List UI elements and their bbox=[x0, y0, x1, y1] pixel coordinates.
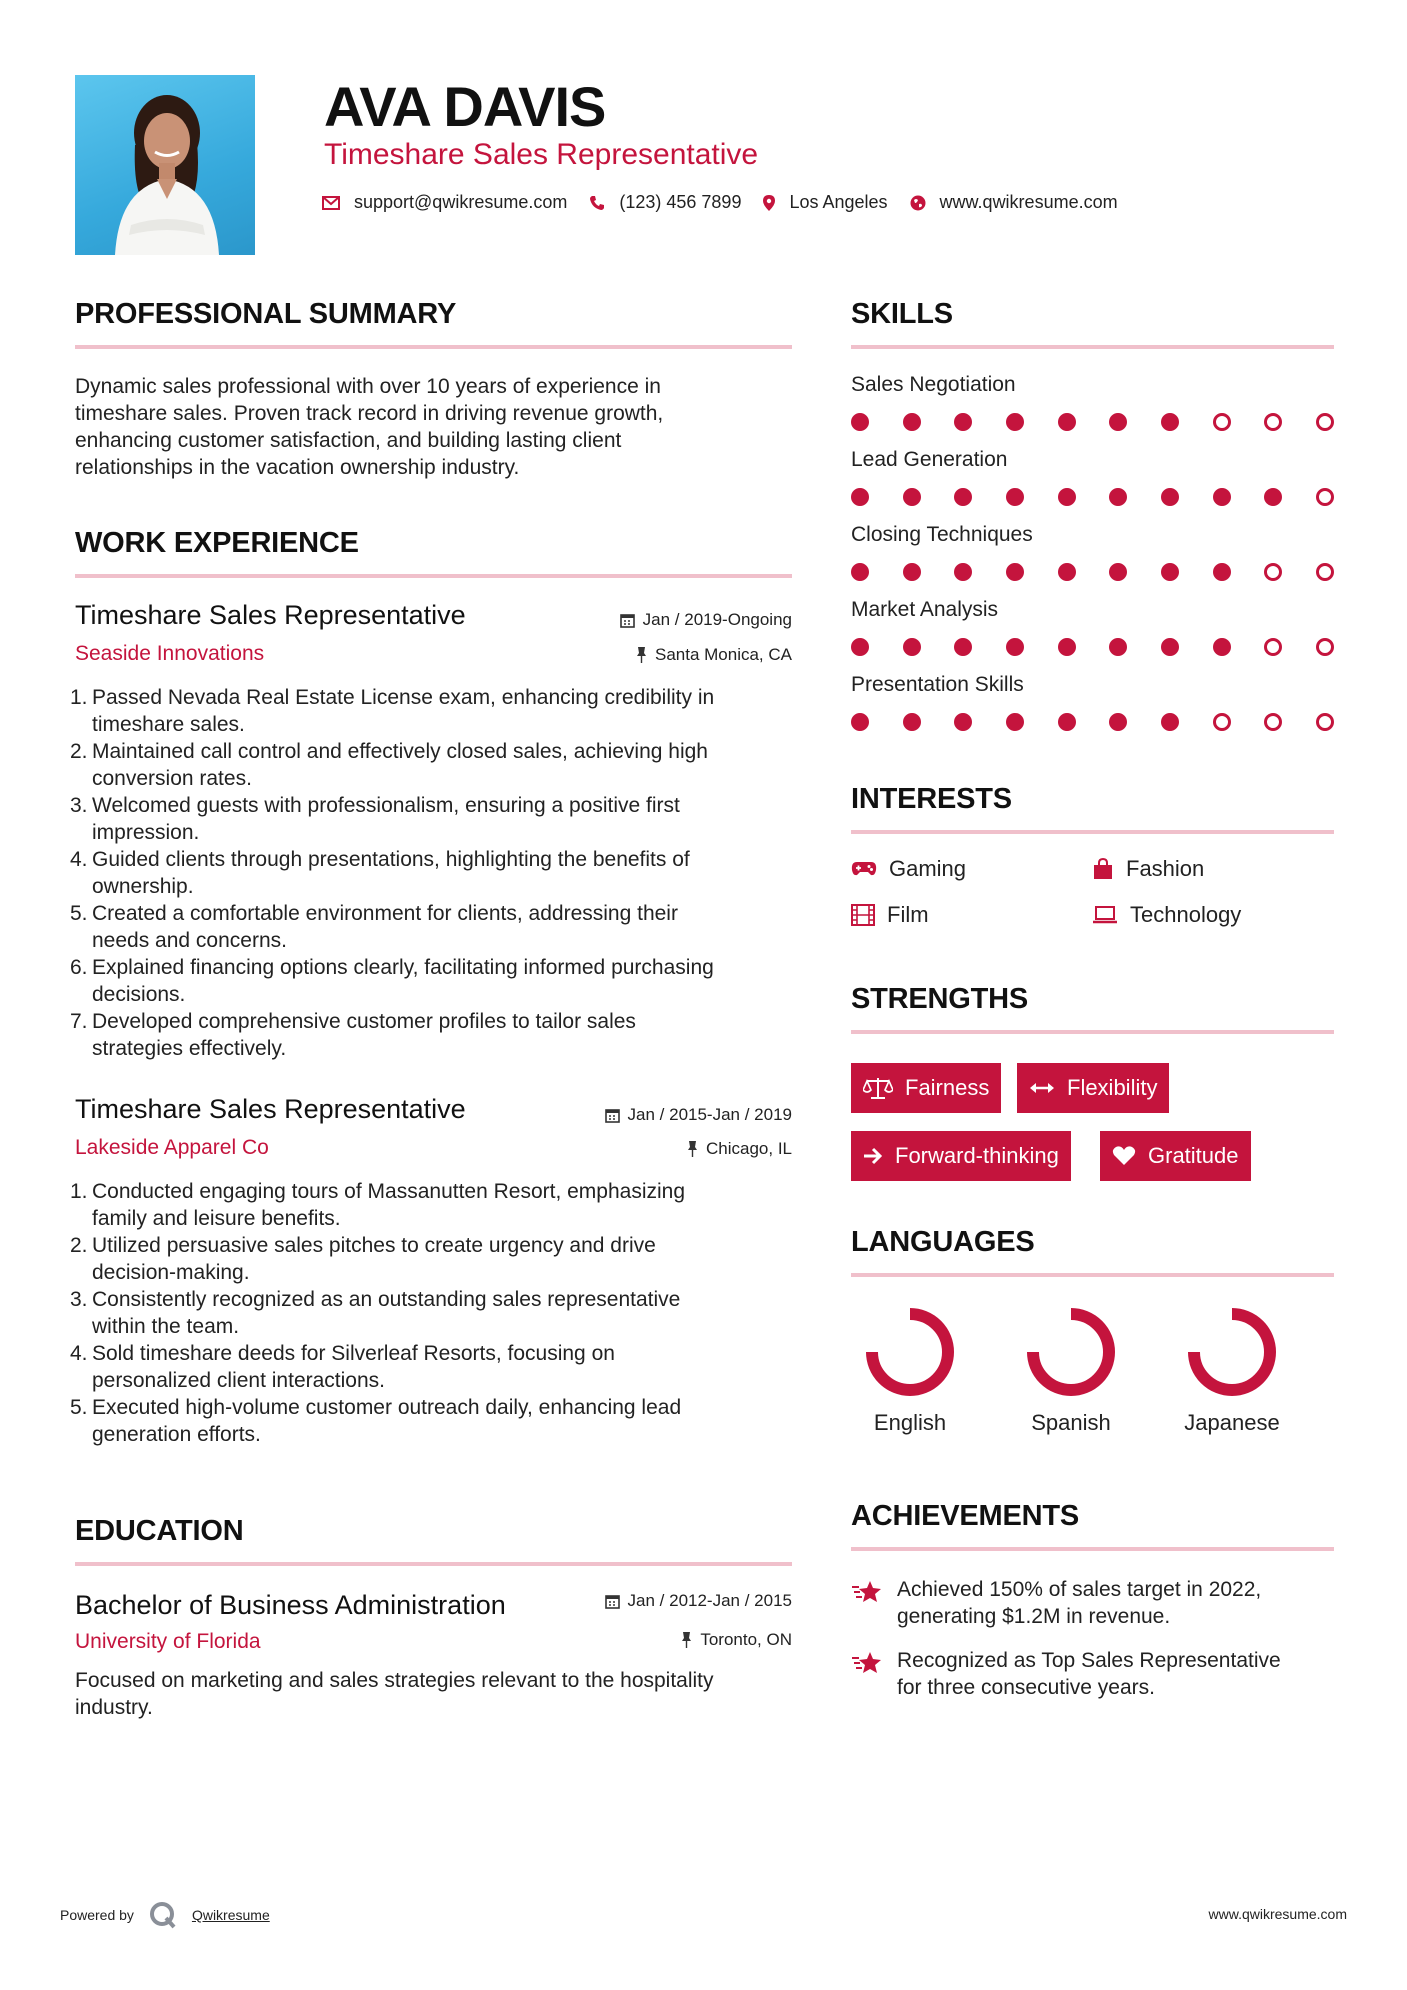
job-title: Timeshare Sales Representative bbox=[75, 600, 466, 630]
skill-dot-filled bbox=[1109, 413, 1127, 431]
skill-dot-filled bbox=[851, 488, 869, 506]
list-item: 5. Executed high-volume customer outreach daily, enhancing lead generation efforts. bbox=[92, 1394, 796, 1448]
skill-dot-empty bbox=[1316, 713, 1334, 731]
strength-chip-gratitude bbox=[1100, 1131, 1251, 1181]
skill-dot-filled bbox=[1213, 488, 1231, 506]
shopping-bag-icon bbox=[1092, 858, 1114, 880]
list-item-line: Sold timeshare deeds for Silverleaf Resorts, focusing on bbox=[92, 1342, 615, 1365]
list-item: 2. Utilized persuasive sales pitches to create urgency and drive decision-making. bbox=[92, 1232, 796, 1286]
list-item: 7. Developed comprehensive customer profiles to tailor sales strategies effectively. bbox=[92, 1008, 796, 1062]
laptop-icon bbox=[1092, 905, 1118, 925]
language-label: Spanish bbox=[1031, 1410, 1111, 1435]
strength-chip-forward-thinking bbox=[851, 1131, 1071, 1181]
skill-dot-filled bbox=[1006, 638, 1024, 656]
interests-heading: INTERESTS bbox=[851, 783, 1012, 815]
experience-divider bbox=[75, 574, 792, 578]
phone-icon bbox=[589, 195, 605, 211]
skills-divider bbox=[851, 345, 1334, 349]
list-item-line: Explained financing options clearly, facilitating informed purchasing bbox=[92, 956, 714, 979]
skill-dot-empty bbox=[1264, 563, 1282, 581]
list-item-line: Conducted engaging tours of Massanutten Resort, emphasizing bbox=[92, 1180, 686, 1203]
list-item-line: Utilized persuasive sales pitches to create urgency and drive bbox=[92, 1234, 656, 1257]
balance-scale-icon bbox=[863, 1077, 893, 1099]
skill-dot-filled bbox=[1161, 638, 1179, 656]
candidate-name: AVA DAVIS bbox=[324, 75, 606, 138]
skill-dot-empty bbox=[1264, 638, 1282, 656]
skill-dot-empty bbox=[1213, 713, 1231, 731]
list-item: 5. Created a comfortable environment for clients, addressing their needs and concerns. bbox=[92, 900, 796, 954]
education-heading: EDUCATION bbox=[75, 1515, 244, 1547]
skill-label: Closing Techniques bbox=[851, 523, 1033, 546]
contact-bar bbox=[322, 192, 1140, 213]
skill-dot-filled bbox=[851, 713, 869, 731]
list-item-line: timeshare sales. bbox=[92, 713, 245, 736]
strength-label: Fairness bbox=[905, 1075, 990, 1100]
job-location-text: Santa Monica, CA bbox=[654, 645, 792, 664]
skills-heading: SKILLS bbox=[851, 298, 953, 330]
arrow-right-icon bbox=[863, 1147, 883, 1165]
skill-dot-filled bbox=[1213, 638, 1231, 656]
skill-dot-filled bbox=[1264, 488, 1282, 506]
language-proficiency-arc bbox=[1194, 1314, 1270, 1390]
list-item-line: ownership. bbox=[92, 875, 194, 898]
degree-title: Bachelor of Business Administration bbox=[75, 1590, 506, 1620]
list-item-line: conversion rates. bbox=[92, 767, 252, 790]
skill-rating bbox=[851, 563, 1334, 581]
achievement-item bbox=[851, 1576, 1334, 1630]
interest-gaming bbox=[851, 856, 966, 882]
job-title: Timeshare Sales Representative bbox=[75, 1094, 466, 1124]
job-dates bbox=[620, 610, 792, 630]
calendar-icon bbox=[605, 1108, 620, 1123]
skill-dot-filled bbox=[1006, 413, 1024, 431]
interest-label: Technology bbox=[1130, 902, 1242, 927]
skill-label: Presentation Skills bbox=[851, 673, 1024, 696]
education-dates bbox=[605, 1591, 792, 1611]
language-spanish bbox=[1006, 1306, 1136, 1436]
language-proficiency-ring bbox=[864, 1306, 956, 1398]
skill-rating bbox=[851, 713, 1334, 731]
job-location bbox=[687, 1139, 792, 1159]
location-text: Los Angeles bbox=[789, 192, 888, 212]
powered-by-text: Powered by bbox=[60, 1907, 134, 1923]
school-name: University of Florida bbox=[75, 1630, 261, 1653]
skill-dot-filled bbox=[1161, 413, 1179, 431]
list-item-line: generation efforts. bbox=[92, 1423, 261, 1446]
strengths-divider bbox=[851, 1030, 1334, 1034]
summary-heading: PROFESSIONAL SUMMARY bbox=[75, 298, 457, 330]
skill-dot-empty bbox=[1264, 713, 1282, 731]
list-item-line: Consistently recognized as an outstanding sales representative bbox=[92, 1288, 681, 1311]
list-item-line: Passed Nevada Real Estate License exam, enhancing credibility in bbox=[92, 686, 715, 709]
achievement-text bbox=[897, 1647, 1281, 1701]
list-item-line: within the team. bbox=[92, 1315, 240, 1338]
achievement-line: for three consecutive years. bbox=[897, 1676, 1155, 1699]
language-proficiency-arc bbox=[872, 1314, 948, 1390]
strength-chip-flexibility bbox=[1017, 1063, 1169, 1113]
skill-dot-empty bbox=[1213, 413, 1231, 431]
contact-location bbox=[763, 192, 887, 213]
summary-line: Dynamic sales professional with over 10 years of experience in bbox=[75, 375, 661, 398]
footer-powered-by bbox=[60, 1900, 270, 1930]
skill-dot-empty bbox=[1316, 488, 1334, 506]
interest-label: Film bbox=[887, 902, 929, 927]
qwikresume-link[interactable]: Qwikresume bbox=[191, 1907, 270, 1923]
list-item-line: Developed comprehensive customer profiles to tailor sales bbox=[92, 1010, 636, 1033]
summary-text bbox=[75, 373, 792, 481]
achievement-text bbox=[897, 1576, 1261, 1630]
skill-dot-filled bbox=[851, 413, 869, 431]
list-item-line: Guided clients through presentations, highlighting the benefits of bbox=[92, 848, 690, 871]
skill-dot-filled bbox=[954, 638, 972, 656]
language-proficiency-arc bbox=[1033, 1314, 1109, 1390]
email-text: support@qwikresume.com bbox=[354, 192, 568, 212]
phone-text: (123) 456 7899 bbox=[619, 192, 742, 212]
skill-dot-filled bbox=[903, 413, 921, 431]
skill-dot-filled bbox=[1006, 713, 1024, 731]
achievements-divider bbox=[851, 1547, 1334, 1551]
skill-dot-filled bbox=[851, 638, 869, 656]
skill-label: Market Analysis bbox=[851, 598, 999, 621]
job-location-text: Chicago, IL bbox=[706, 1139, 792, 1158]
skill-dot-filled bbox=[1058, 563, 1076, 581]
skill-dot-filled bbox=[954, 563, 972, 581]
language-label: Japanese bbox=[1184, 1410, 1280, 1435]
experience-heading: WORK EXPERIENCE bbox=[75, 527, 359, 559]
skill-dot-empty bbox=[1316, 563, 1334, 581]
contact-email[interactable] bbox=[322, 192, 567, 213]
achievement-item bbox=[851, 1647, 1334, 1701]
strength-label: Forward-thinking bbox=[895, 1143, 1059, 1168]
skill-dot-filled bbox=[1109, 563, 1127, 581]
film-icon bbox=[851, 904, 875, 926]
summary-divider bbox=[75, 345, 792, 349]
strength-chip-fairness bbox=[851, 1063, 1001, 1113]
achievement-line: Achieved 150% of sales target in 2022, bbox=[897, 1578, 1262, 1601]
language-english bbox=[845, 1306, 975, 1436]
footer-website[interactable]: www.qwikresume.com bbox=[1208, 1906, 1347, 1922]
strength-label: Gratitude bbox=[1148, 1143, 1239, 1168]
languages-heading: LANGUAGES bbox=[851, 1226, 1035, 1258]
list-item: 3. Consistently recognized as an outstanding sales representative within the team. bbox=[92, 1286, 796, 1340]
skill-dot-empty bbox=[1264, 413, 1282, 431]
summary-line: timeshare sales. Proven track record in driving revenue growth, bbox=[75, 402, 664, 425]
job-company: Seaside Innovations bbox=[75, 642, 265, 665]
pushpin-icon bbox=[636, 647, 647, 663]
list-item: 6. Explained financing options clearly, facilitating informed purchasing decisions. bbox=[92, 954, 796, 1008]
skill-dot-filled bbox=[1109, 488, 1127, 506]
list-item: 1. Conducted engaging tours of Massanutten Resort, emphasizing family and leisure benefits. bbox=[92, 1178, 796, 1232]
interest-film bbox=[851, 902, 929, 928]
person-illustration bbox=[75, 75, 255, 255]
skill-dot-filled bbox=[1058, 413, 1076, 431]
job-dates-text: Jan / 2015-Jan / 2019 bbox=[627, 1105, 792, 1124]
list-item-line: family and leisure benefits. bbox=[92, 1207, 341, 1230]
shooting-star-icon bbox=[851, 1649, 883, 1675]
skill-dot-filled bbox=[903, 713, 921, 731]
skill-dot-filled bbox=[851, 563, 869, 581]
skill-dot-filled bbox=[954, 488, 972, 506]
summary-line: enhancing customer satisfaction, and building lasting client bbox=[75, 429, 622, 452]
skill-dot-filled bbox=[903, 488, 921, 506]
skill-dot-filled bbox=[1006, 488, 1024, 506]
language-japanese bbox=[1167, 1306, 1297, 1436]
education-line: Focused on marketing and sales strategies relevant to the hospitality bbox=[75, 1669, 714, 1692]
achievement-line: Recognized as Top Sales Representative bbox=[897, 1649, 1281, 1672]
contact-phone[interactable] bbox=[589, 192, 741, 213]
globe-icon bbox=[910, 195, 926, 211]
skill-rating bbox=[851, 488, 1334, 506]
language-proficiency-ring bbox=[1186, 1306, 1278, 1398]
skill-dot-filled bbox=[1109, 638, 1127, 656]
skill-dot-filled bbox=[1161, 488, 1179, 506]
education-description bbox=[75, 1667, 795, 1721]
list-item-line: personalized client interactions. bbox=[92, 1369, 385, 1392]
list-item: 2. Maintained call control and effectively closed sales, achieving high conversion rates. bbox=[92, 738, 796, 792]
achievement-line: generating $1.2M in revenue. bbox=[897, 1605, 1171, 1628]
skill-dot-filled bbox=[903, 563, 921, 581]
education-location bbox=[681, 1630, 792, 1650]
list-item-line: decision-making. bbox=[92, 1261, 250, 1284]
interest-fashion bbox=[1092, 856, 1204, 882]
skill-dot-filled bbox=[1058, 713, 1076, 731]
envelope-icon bbox=[322, 196, 340, 210]
skill-dot-filled bbox=[954, 713, 972, 731]
list-item: 4. Sold timeshare deeds for Silverleaf Resorts, focusing on personalized client interactions. bbox=[92, 1340, 796, 1394]
job-duties-list bbox=[70, 684, 796, 1062]
qwikresume-logo-icon bbox=[148, 1900, 178, 1930]
interest-technology bbox=[1092, 902, 1241, 928]
skill-label: Sales Negotiation bbox=[851, 373, 1016, 396]
calendar-icon bbox=[605, 1594, 620, 1609]
skill-dot-filled bbox=[1109, 713, 1127, 731]
education-dates-text: Jan / 2012-Jan / 2015 bbox=[627, 1591, 792, 1610]
list-item-line: Executed high-volume customer outreach daily, enhancing lead bbox=[92, 1396, 682, 1419]
skill-dot-filled bbox=[1161, 563, 1179, 581]
pushpin-icon bbox=[687, 1141, 698, 1157]
strengths-heading: STRENGTHS bbox=[851, 983, 1029, 1015]
list-item-line: Welcomed guests with professionalism, ensuring a positive first bbox=[92, 794, 680, 817]
skill-dot-filled bbox=[1006, 563, 1024, 581]
skill-dot-filled bbox=[1058, 638, 1076, 656]
shooting-star-icon bbox=[851, 1578, 883, 1604]
pushpin-icon bbox=[681, 1632, 692, 1648]
skill-dot-filled bbox=[903, 638, 921, 656]
skill-label: Lead Generation bbox=[851, 448, 1008, 471]
heart-icon bbox=[1112, 1146, 1136, 1166]
list-item-line: needs and concerns. bbox=[92, 929, 287, 952]
summary-line: relationships in the vacation ownership industry. bbox=[75, 456, 520, 479]
list-item-line: decisions. bbox=[92, 983, 186, 1006]
skill-dot-empty bbox=[1316, 413, 1334, 431]
strength-label: Flexibility bbox=[1067, 1075, 1158, 1100]
skill-dot-filled bbox=[954, 413, 972, 431]
skill-dot-empty bbox=[1316, 638, 1334, 656]
skill-rating bbox=[851, 638, 1334, 656]
skill-dot-filled bbox=[1058, 488, 1076, 506]
website-text: www.qwikresume.com bbox=[939, 192, 1118, 212]
language-proficiency-ring bbox=[1025, 1306, 1117, 1398]
gamepad-icon bbox=[851, 861, 877, 877]
skill-rating bbox=[851, 413, 1334, 431]
job-dates-text: Jan / 2019-Ongoing bbox=[642, 610, 792, 629]
achievements-heading: ACHIEVEMENTS bbox=[851, 1500, 1080, 1532]
contact-website[interactable] bbox=[910, 192, 1118, 213]
language-label: English bbox=[873, 1410, 947, 1435]
interest-label: Fashion bbox=[1126, 856, 1205, 881]
education-divider bbox=[75, 1562, 792, 1566]
job-duties-list bbox=[70, 1178, 796, 1448]
list-item: 4. Guided clients through presentations, highlighting the benefits of ownership. bbox=[92, 846, 796, 900]
job-dates bbox=[605, 1105, 792, 1125]
education-location-text: Toronto, ON bbox=[700, 1630, 792, 1649]
map-marker-icon bbox=[763, 195, 775, 211]
arrows-horizontal-icon bbox=[1029, 1081, 1055, 1095]
profile-photo bbox=[75, 75, 255, 255]
calendar-icon bbox=[620, 613, 635, 628]
list-item-line: impression. bbox=[92, 821, 200, 844]
list-item: 3. Welcomed guests with professionalism, ensuring a positive first impression. bbox=[92, 792, 796, 846]
languages-divider bbox=[851, 1273, 1334, 1277]
education-line: industry. bbox=[75, 1696, 153, 1719]
candidate-role: Timeshare Sales Representative bbox=[324, 138, 759, 171]
interests-divider bbox=[851, 830, 1334, 834]
skill-dot-filled bbox=[1161, 713, 1179, 731]
skill-dot-filled bbox=[1213, 563, 1231, 581]
interest-label: Gaming bbox=[889, 856, 967, 881]
job-company: Lakeside Apparel Co bbox=[75, 1136, 269, 1159]
job-location bbox=[636, 645, 792, 665]
list-item-line: Maintained call control and effectively closed sales, achieving high bbox=[92, 740, 708, 763]
list-item: 1. Passed Nevada Real Estate License exam, enhancing credibility in timeshare sales. bbox=[92, 684, 796, 738]
list-item-line: Created a comfortable environment for clients, addressing their bbox=[92, 902, 678, 925]
list-item-line: strategies effectively. bbox=[92, 1037, 287, 1060]
